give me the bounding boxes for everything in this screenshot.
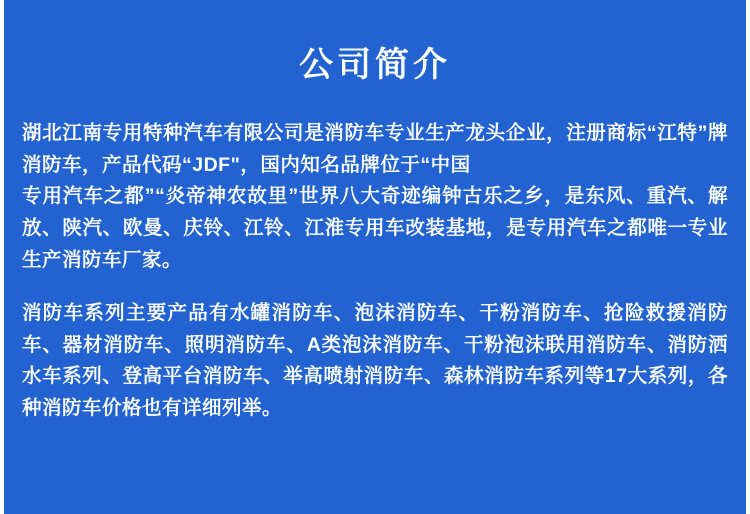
paragraph-product-series: 消防车系列主要产品有水罐消防车、泡沫消防车、干粉消防车、抢险救援消防车、器材消防车、照明消防车、A类泡沫消防车、干粉泡沫联用消防车、消防洒水车系列、登高平台消防车、举高喷射消防车、森林消防车系列等17大系列，各种消防车价格也有详细列举。 (22, 302, 728, 419)
page-title: 公司简介 (299, 45, 451, 84)
body-text-container (0, 118, 750, 424)
paragraph-company-intro: 湖北江南专用特种汽车有限公司是消防车专业生产龙头企业，注册商标“江特”牌消防车，产品代码“JDF"，国内知名品牌位于“中国 专用汽车之都”“炎帝神农故里”世界八大奇迹编钟古乐之乡，是东风、重汽、解放、陕汽、欧曼、庆铃、江铃、江淮专用车改装基地，是专用汽车之都唯一专业生产消防车厂家。 (22, 122, 728, 271)
